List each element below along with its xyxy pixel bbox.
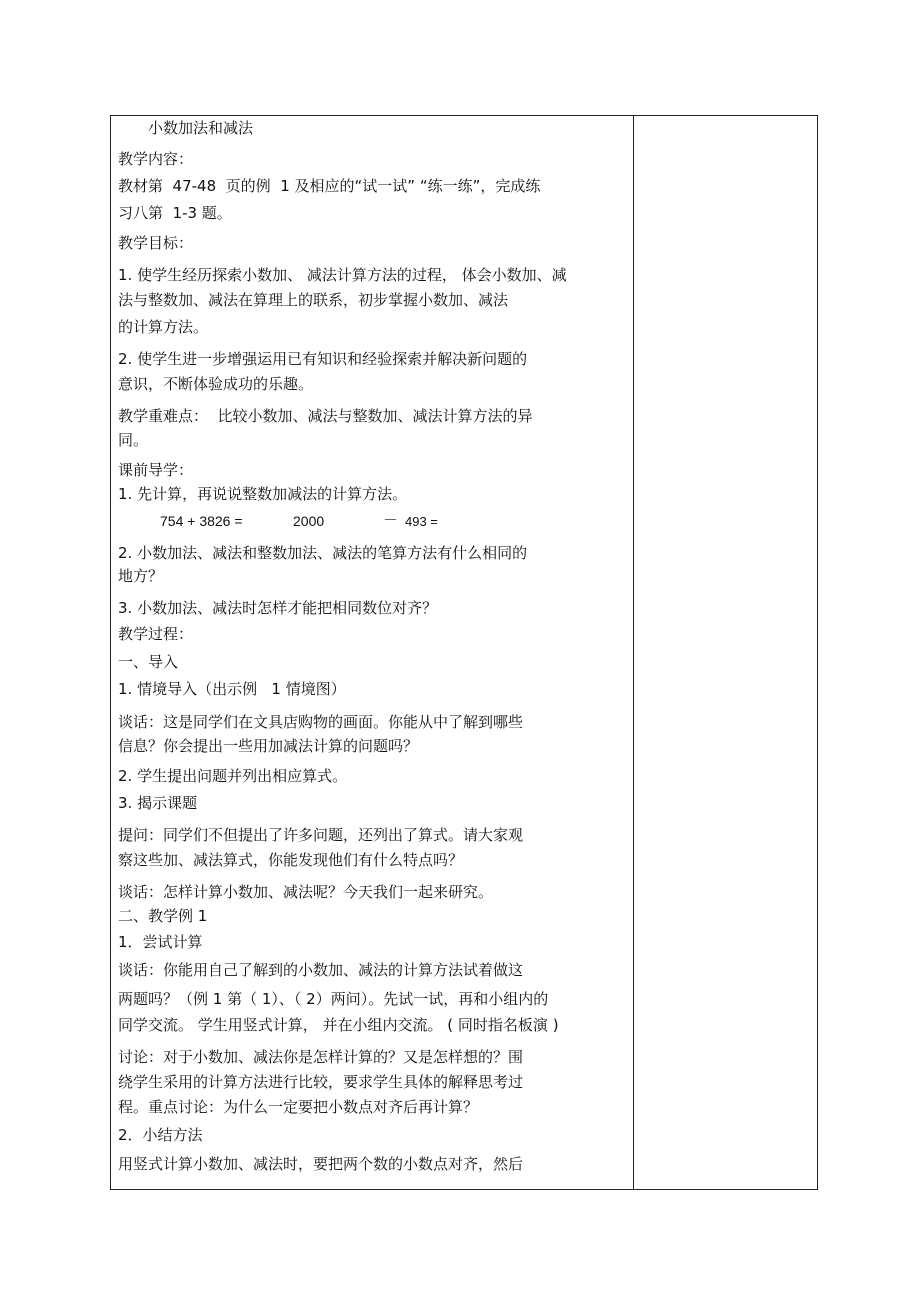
text-line: 1. 使学生经历探索小数加、 减法计算方法的过程， 体会小数加、减 (118, 266, 567, 284)
text-line: 察这些加、减法算式，你能发现他们有什么特点吗？ (118, 851, 464, 869)
formula-addition: 754 + 3826 = (160, 513, 243, 529)
text-line: 意识，不断体验成功的乐趣。 (118, 375, 314, 393)
text-line: 教学重难点： 比较小数加、减法与整数加、减法计算方法的异 (118, 407, 533, 425)
text-line: 2. 学生提出问题并列出相应算式。 (118, 767, 348, 785)
formula-minuend: 2000 (293, 513, 325, 529)
text-line: 的计算方法。 (118, 318, 209, 336)
text-line: 1. 先计算，再说说整数加减法的计算方法。 (118, 485, 408, 503)
text-line: 讨论：对于小数加、减法你是怎样计算的？又是怎样想的？围 (118, 1048, 524, 1066)
formula-minus-sign: － (383, 512, 399, 529)
section-heading-content: 教学内容： (118, 150, 194, 168)
text-line: 信息？你会提出一些用加减法计算的问题吗？ (118, 737, 419, 755)
text-line: 3. 小数加法、减法时怎样才能把相同数位对齐？ (118, 599, 438, 617)
text-line: 用竖式计算小数加、减法时，要把两个数的小数点对齐，然后 (118, 1155, 524, 1173)
text-line: 习八第 1-3 题。 (118, 204, 232, 222)
text-line: 2．小结方法 (118, 1126, 203, 1144)
text-line: 绕学生采用的计算方法进行比较，要求学生具体的解释思考过 (118, 1073, 524, 1091)
text-line: 2. 小数加法、减法和整数加法、减法的笔算方法有什么相同的 (118, 544, 528, 562)
text-line: 法与整数加、减法在算理上的联系，初步掌握小数加、减法 (118, 291, 509, 309)
formula-subtraction: 493 = (405, 514, 438, 529)
section-heading-process: 教学过程： (118, 625, 194, 643)
text-line: 谈话：这是同学们在文具店购物的画面。你能从中了解到哪些 (118, 713, 524, 731)
text-line: 谈话：你能用自己了解到的小数加、减法的计算方法试着做这 (118, 961, 524, 979)
section-heading-goals: 教学目标： (118, 234, 194, 252)
text-line: 教材第 47-48 页的例 1 及相应的“试一试” “练一练”，完成练 (118, 177, 541, 195)
text-line: 1. 情境导入（出示例 1 情境图） (118, 680, 346, 698)
lesson-title: 小数加法和减法 (148, 119, 254, 137)
text-line: 程。重点讨论：为什么一定要把小数点对齐后再计算？ (118, 1098, 479, 1116)
text-line: 地方？ (118, 567, 164, 585)
column-divider (633, 116, 634, 1189)
text-line: 同学交流。 学生用竖式计算， 并在小组内交流。 ( 同时指名板演 ) (118, 1016, 559, 1034)
section-heading-example: 二、教学例 1 (118, 907, 208, 925)
text-line: 谈话：怎样计算小数加、减法呢？今天我们一起来研究。 (118, 883, 494, 901)
text-line: 3. 揭示课题 (118, 794, 198, 812)
text-line: 提问：同学们不但提出了许多问题，还列出了算式。请大家观 (118, 826, 524, 844)
text-line: 一、导入 (118, 653, 179, 671)
text-line: 2. 使学生进一步增强运用已有知识和经验探索并解决新问题的 (118, 350, 528, 368)
text-line: 同。 (118, 431, 149, 449)
text-line: 两题吗？（例 1 第（ 1）、（ 2）两问）。先试一试，再和小组内的 (118, 990, 549, 1008)
text-line: 1．尝试计算 (118, 933, 203, 951)
section-heading-preview: 课前导学： (118, 461, 194, 479)
